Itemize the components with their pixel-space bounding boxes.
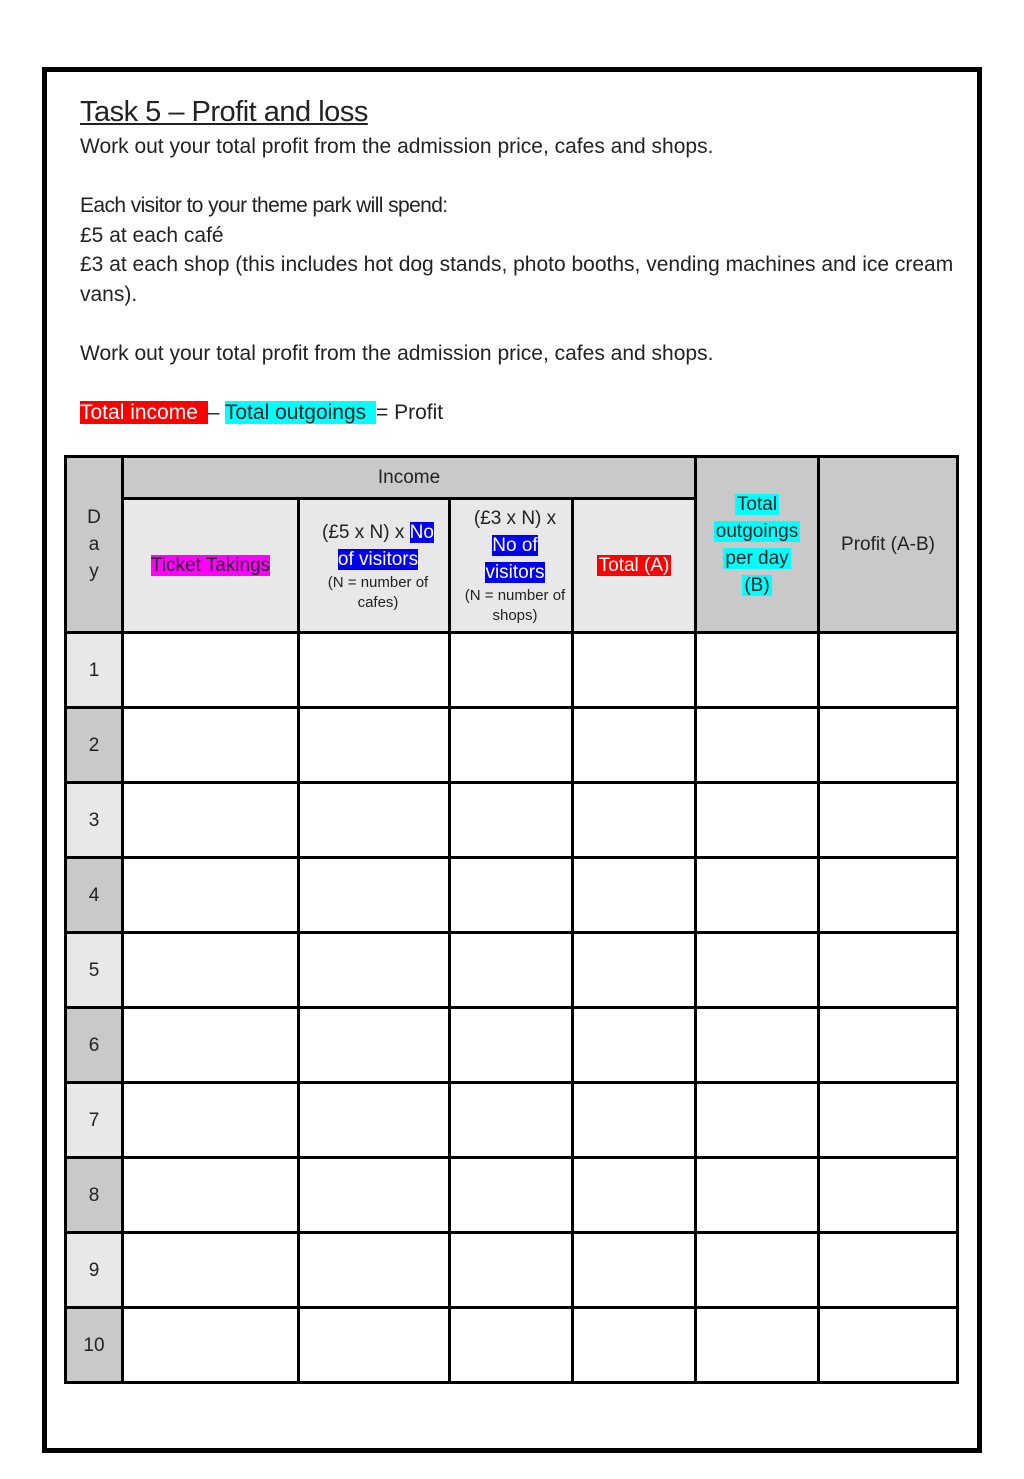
shop-income-cell[interactable]: [450, 633, 573, 708]
outgoings-cell[interactable]: [696, 633, 819, 708]
ticket-takings-cell[interactable]: [123, 1233, 299, 1308]
profit-cell[interactable]: [819, 1308, 958, 1383]
table-row: [66, 1233, 958, 1308]
profit-cell[interactable]: [819, 1008, 958, 1083]
outgoings-cell[interactable]: [696, 1233, 819, 1308]
table-row: [66, 1008, 958, 1083]
outgoings-cell[interactable]: [696, 708, 819, 783]
ticket-takings-cell[interactable]: [123, 1308, 299, 1383]
total-a-cell[interactable]: [573, 933, 696, 1008]
shop-income-cell[interactable]: [450, 858, 573, 933]
outgoings-cell[interactable]: [696, 783, 819, 858]
total-a-cell[interactable]: [573, 783, 696, 858]
shop-income-cell[interactable]: [450, 1008, 573, 1083]
ticket-takings-cell[interactable]: [123, 1008, 299, 1083]
day-number: 1: [66, 633, 123, 708]
total-a-cell[interactable]: [573, 1083, 696, 1158]
day-number: 2: [66, 708, 123, 783]
table-row: [66, 858, 958, 933]
day-number: 5: [66, 933, 123, 1008]
spend-heading: Each visitor to your theme park will spend:: [80, 194, 448, 217]
profit-cell[interactable]: [819, 858, 958, 933]
total-a-cell[interactable]: [573, 708, 696, 783]
day-number: 7: [66, 1083, 123, 1158]
profit-header: Profit (A-B): [819, 457, 958, 633]
ticket-takings-cell[interactable]: [123, 1158, 299, 1233]
cafe-income-cell[interactable]: [299, 708, 450, 783]
day-header: D a y: [66, 457, 123, 633]
ticket-takings-cell[interactable]: [123, 708, 299, 783]
table-row: [66, 1083, 958, 1158]
table-row: [66, 633, 958, 708]
cafe-income-cell[interactable]: [299, 783, 450, 858]
income-header: Income: [123, 457, 696, 499]
spend-cafe: £5 at each café: [80, 223, 224, 247]
ticket-takings-cell[interactable]: [123, 633, 299, 708]
shop-income-cell[interactable]: [450, 783, 573, 858]
day-number: 10: [66, 1308, 123, 1383]
cafe-income-cell[interactable]: [299, 933, 450, 1008]
ticket-takings-cell[interactable]: [123, 858, 299, 933]
shop-income-cell[interactable]: [450, 1158, 573, 1233]
cafe-income-cell[interactable]: [299, 633, 450, 708]
table-row: [66, 708, 958, 783]
outgoings-cell[interactable]: [696, 1308, 819, 1383]
table-row: [66, 783, 958, 858]
shop-income-cell[interactable]: [450, 933, 573, 1008]
profit-formula: [80, 398, 960, 428]
instructions: [80, 94, 960, 427]
cafe-income-cell[interactable]: [299, 858, 450, 933]
profit-cell[interactable]: [819, 1158, 958, 1233]
day-number: 8: [66, 1158, 123, 1233]
total-a-cell[interactable]: [573, 633, 696, 708]
formula-income: Total income: [80, 401, 208, 424]
table-row: [66, 1308, 958, 1383]
shop-income-cell[interactable]: [450, 708, 573, 783]
shop-income-header: (£3 x N) x No of visitors (N = number of shops): [450, 499, 573, 633]
profit-cell[interactable]: [819, 1083, 958, 1158]
cafe-income-header: (£5 x N) x No of visitors (N = number of cafes): [299, 499, 450, 633]
profit-cell[interactable]: [819, 633, 958, 708]
ticket-takings-cell[interactable]: [123, 1083, 299, 1158]
total-a-cell[interactable]: [573, 1308, 696, 1383]
shop-income-cell[interactable]: [450, 1083, 573, 1158]
formula-minus: –: [207, 400, 225, 424]
total-a-header: Total (A): [573, 499, 696, 633]
profit-cell[interactable]: [819, 1233, 958, 1308]
profit-cell[interactable]: [819, 708, 958, 783]
cafe-income-cell[interactable]: [299, 1158, 450, 1233]
task-title: Task 5 – Profit and loss: [80, 96, 368, 128]
outgoings-cell[interactable]: [696, 1008, 819, 1083]
day-number: 6: [66, 1008, 123, 1083]
day-number: 9: [66, 1233, 123, 1308]
shop-income-cell[interactable]: [450, 1233, 573, 1308]
shop-income-cell[interactable]: [450, 1308, 573, 1383]
formula-outgoings: Total outgoings: [225, 401, 376, 424]
ticket-takings-cell[interactable]: [123, 933, 299, 1008]
outgoings-cell[interactable]: [696, 858, 819, 933]
ticket-takings-header: Ticket Takings: [123, 499, 299, 633]
cafe-income-cell[interactable]: [299, 1233, 450, 1308]
total-a-cell[interactable]: [573, 1158, 696, 1233]
profit-cell[interactable]: [819, 933, 958, 1008]
total-a-cell[interactable]: [573, 1008, 696, 1083]
cafe-income-cell[interactable]: [299, 1308, 450, 1383]
intro-text: Work out your total profit from the admission price, cafes and shops.: [80, 135, 714, 158]
profit-cell[interactable]: [819, 783, 958, 858]
instruction-text: Work out your total profit from the admission price, cafes and shops.: [80, 341, 714, 365]
profit-loss-table: [64, 455, 959, 1384]
outgoings-cell[interactable]: [696, 1158, 819, 1233]
table-row: [66, 1158, 958, 1233]
total-a-cell[interactable]: [573, 858, 696, 933]
outgoings-cell[interactable]: [696, 933, 819, 1008]
day-number: 4: [66, 858, 123, 933]
cafe-income-cell[interactable]: [299, 1083, 450, 1158]
cafe-income-cell[interactable]: [299, 1008, 450, 1083]
total-a-cell[interactable]: [573, 1233, 696, 1308]
table-row: [66, 933, 958, 1008]
spend-shop: £3 at each shop (this includes hot dog stands, photo booths, vending machines and ice cream vans).: [80, 253, 954, 306]
outgoings-cell[interactable]: [696, 1083, 819, 1158]
outgoings-header: Total outgoings per day (B): [696, 457, 819, 633]
ticket-takings-cell[interactable]: [123, 783, 299, 858]
formula-equals: = Profit: [375, 400, 444, 424]
day-number: 3: [66, 783, 123, 858]
